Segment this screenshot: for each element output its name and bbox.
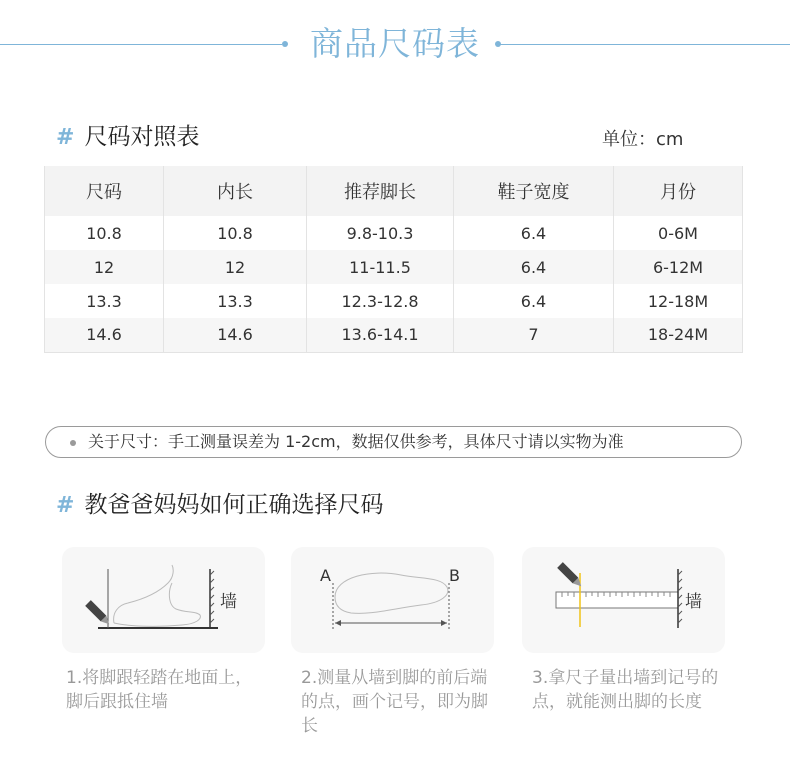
- table-cell: 13.6-14.1: [307, 318, 454, 352]
- measurement-note: [45, 426, 742, 458]
- table-header-row: [45, 166, 743, 216]
- table-cell: 6.4: [454, 284, 614, 318]
- size-table: [44, 166, 743, 353]
- foot-against-wall-icon: [62, 547, 265, 653]
- guide-title: 教爸爸妈妈如何正确选择尺码: [84, 492, 384, 518]
- column-header: 尺码: [45, 166, 164, 216]
- table-cell: 9.8-10.3: [307, 216, 454, 250]
- point-b-label: B: [449, 566, 460, 585]
- note-text: 关于尺寸：手工测量误差为 1-2cm，数据仅供参考，具体尺寸请以实物为准: [88, 432, 624, 451]
- step-1-illustration: [62, 547, 265, 653]
- table-cell: 6.4: [454, 250, 614, 284]
- column-header: 内长: [164, 166, 307, 216]
- table-cell: 10.8: [164, 216, 307, 250]
- point-a-label: A: [320, 566, 331, 585]
- table-row: [45, 216, 743, 250]
- wall-label: 墙: [220, 592, 237, 612]
- header-line-right: [500, 44, 790, 45]
- table-cell: 0-6M: [614, 216, 743, 250]
- table-cell: 12.3-12.8: [307, 284, 454, 318]
- table-cell: 18-24M: [614, 318, 743, 352]
- column-header: 推荐脚长: [307, 166, 454, 216]
- header-dot-left: [282, 41, 288, 47]
- table-cell: 12-18M: [614, 284, 743, 318]
- step-2-text: 2.测量从墙到脚的前后端的点，画个记号，即为脚长: [301, 668, 488, 736]
- table-cell: 12: [164, 250, 307, 284]
- header-line-left: [0, 44, 282, 45]
- table-cell: 6.4: [454, 216, 614, 250]
- size-chart-heading: [56, 122, 199, 153]
- table-row: [45, 284, 743, 318]
- table-row: [45, 250, 743, 284]
- column-header: 鞋子宽度: [454, 166, 614, 216]
- step-3-illustration: [522, 547, 725, 653]
- table-cell: 11-11.5: [307, 250, 454, 284]
- foot-length-icon: [291, 547, 494, 653]
- table-cell: 13.3: [164, 284, 307, 318]
- table-cell: 10.8: [45, 216, 164, 250]
- table-cell: 14.6: [164, 318, 307, 352]
- table-cell: 14.6: [45, 318, 164, 352]
- size-chart-title: 尺码对照表: [84, 124, 200, 150]
- column-header: 月份: [614, 166, 743, 216]
- step-2-illustration: [291, 547, 494, 653]
- table-cell: 6-12M: [614, 250, 743, 284]
- hash-icon: #: [56, 125, 75, 150]
- step-3-text: 3.拿尺子量出墙到记号的点，就能测出脚的长度: [532, 668, 719, 712]
- step-1-text: 1.将脚跟轻踏在地面上，脚后跟抵住墙: [66, 668, 253, 712]
- bullet-icon: [70, 440, 76, 446]
- unit-label: 单位：cm: [602, 129, 684, 150]
- table-cell: 7: [454, 318, 614, 352]
- guide-heading: [56, 490, 383, 521]
- wall-label: 墙: [685, 592, 702, 612]
- table-cell: 13.3: [45, 284, 164, 318]
- hash-icon: #: [56, 493, 75, 518]
- table-row: [45, 318, 743, 352]
- table-cell: 12: [45, 250, 164, 284]
- page-title: 商品尺码表: [310, 24, 480, 63]
- ruler-measure-icon: [522, 547, 725, 653]
